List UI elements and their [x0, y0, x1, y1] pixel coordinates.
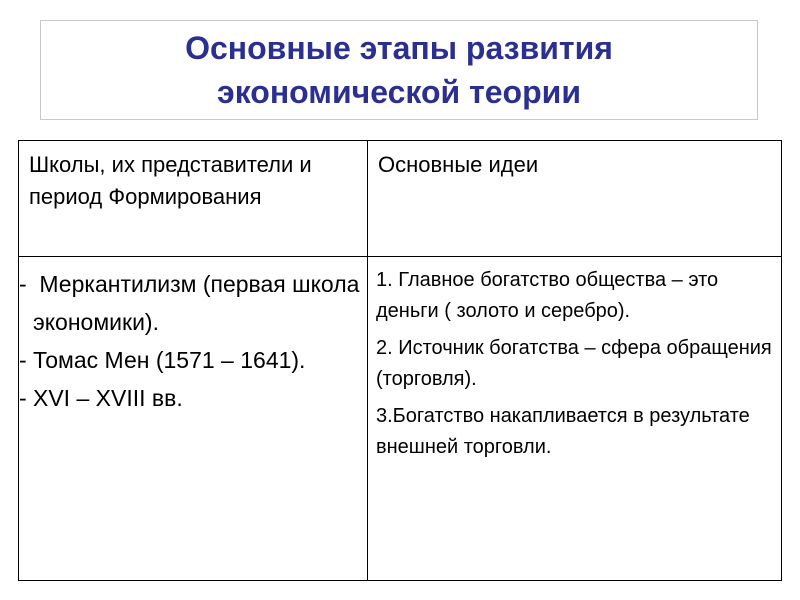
title-box [40, 20, 758, 120]
school-item-text: XVI – XVIII вв. [33, 385, 183, 411]
bullet-dash: - [19, 347, 27, 373]
school-item [19, 265, 366, 341]
bullet-dash: - [19, 385, 27, 411]
school-item-text: Меркантилизм (первая школа экономики). [33, 271, 366, 335]
stages-table [18, 140, 782, 581]
idea-item: 3.Богатство накапливается в результате внешней торговли. [376, 405, 750, 458]
table-header-row [19, 141, 782, 257]
title-line-1: Основные этапы развития [185, 30, 613, 66]
table-row [19, 257, 782, 581]
school-item-text: Томас Мен (1571 – 1641). [33, 347, 306, 373]
bullet-dash: - [19, 271, 27, 297]
slide-title [185, 26, 613, 114]
header-schools: Школы, их представители и период Формирования [19, 141, 368, 257]
school-item [19, 379, 363, 417]
title-line-2: экономической теории [217, 74, 581, 110]
schools-cell [19, 257, 368, 581]
idea-item: 1. Главное богатство общества – это деньги ( золото и серебро). [376, 269, 719, 322]
header-ideas: Основные идеи [368, 141, 782, 257]
school-item [19, 341, 363, 379]
idea-item: 2. Источник богатства – сфера обращения (торговля). [376, 337, 783, 390]
ideas-cell [368, 257, 782, 581]
